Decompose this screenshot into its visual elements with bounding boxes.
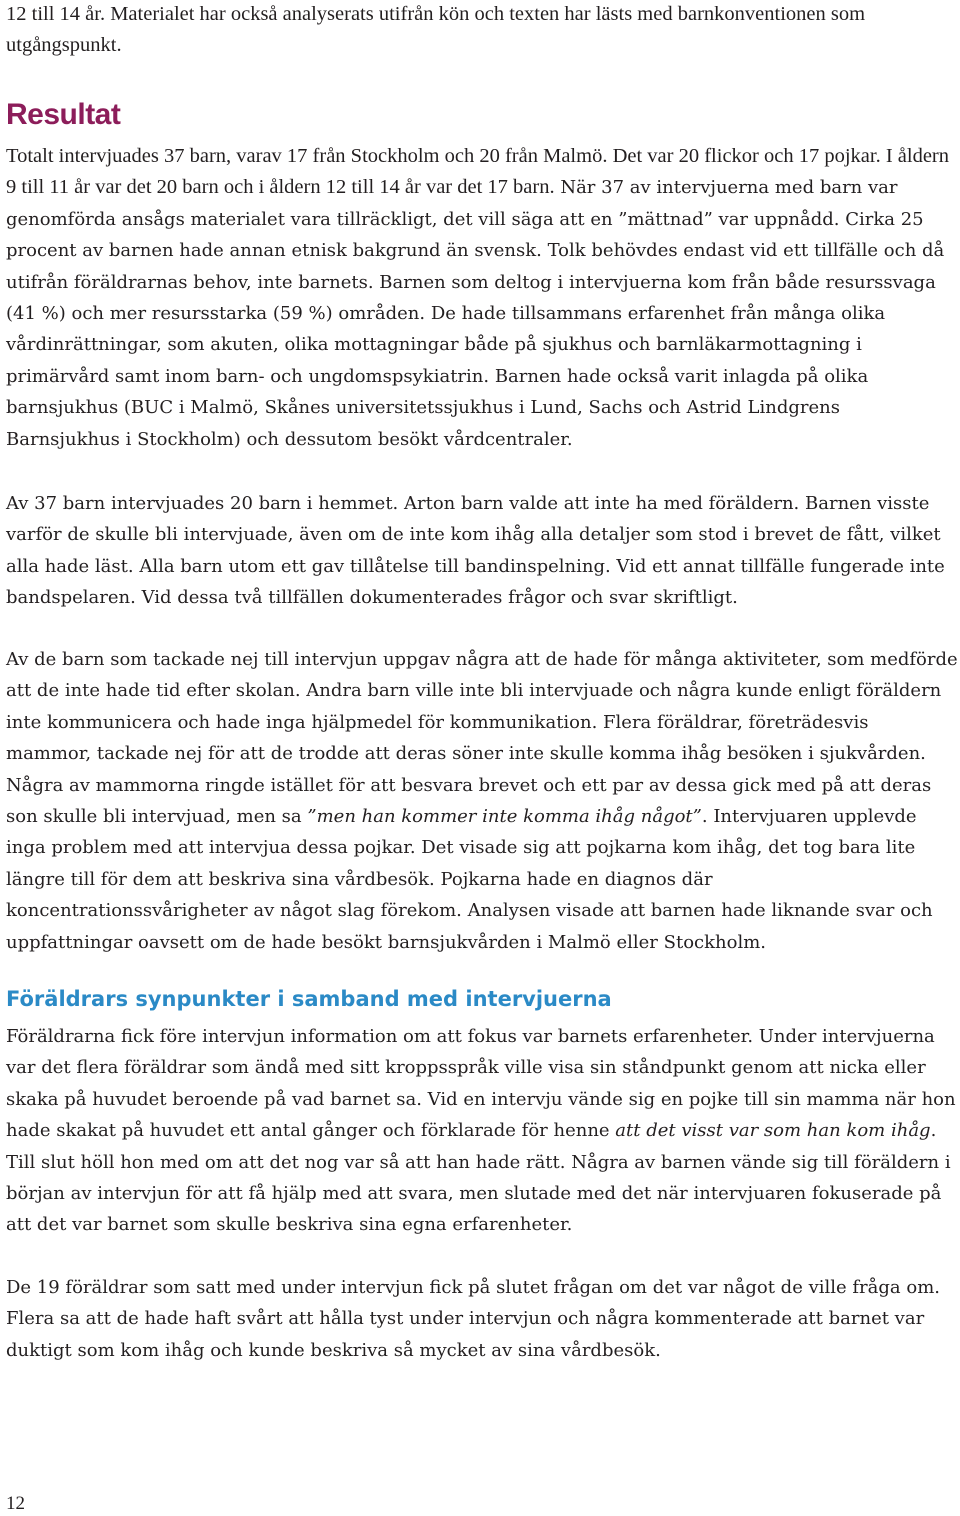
results-paragraph-2: Av 37 barn intervjuades 20 barn i hemmet. Arton barn valde att inte ha med föräldern. Barnen visste varför de skulle bli intervjuade, även om de inte kom ihåg alla detaljer som stod i brevet de fått, vilket alla hade läst. Alla barn utom ett gav tillåtelse till bandinspelning. Vid ett annat tillfälle fungerade inte bandspelaren. Vid dessa två tillfällen dokumenterades frågor och svar skriftligt. xyxy=(6,493,945,609)
results-paragraph-3-quote: ”men han kommer inte komma ihåg något” xyxy=(307,806,702,828)
results-paragraph-3 xyxy=(6,644,958,958)
intro-paragraph: 12 till 14 år. Materialet har också analyserats utifrån kön och texten har lästs med barnkonventionen som utgångspunkt. xyxy=(6,3,866,57)
parents-paragraph-1-quote: att det visst var som han kom ihåg xyxy=(615,1120,931,1142)
section-heading-results: Resultat xyxy=(6,98,121,131)
parents-paragraph-2: De 19 föräldrar som satt med under intervjun fick på slutet frågan om det var något de ville fråga om. Flera sa att de hade haft svårt att hålla tyst under intervjun och några kommenterade att barnet var duktigt som kom ihåg och kunde beskriva så mycket av sina vårdbesök. xyxy=(6,1277,940,1361)
page-number: 12 xyxy=(6,1493,25,1514)
results-paragraph-1-part-a: Totalt intervjuades 37 barn, varav 17 från Stockholm och 20 från Malmö. Det var 20 flickor och 17 pojkar. I åldern 9 till 11 år var det 20 barn och i åldern 12 till 14 år var det 17 barn. xyxy=(6,145,949,199)
results-paragraph-1-part-b: När 37 av intervjuerna med barn var genomförda ansågs materialet vara tillräckligt, det vill säga att en ”mättnad” var uppnådd. Cirka 25 procent av barnen hade annan etnisk bakgrund än svensk. Tolk behövdes endast vid ett tillfälle och då utifrån föräldrarnas behov, inte barnets. Barnen som deltog i intervjuerna kom från både resurssvaga (41 %) och mer resursstarka (59 %) områden. De hade tillsammans erfarenhet från många olika vårdinrättningar, som akuten, olika mottagningar både på sjukhus och barnläkarmottagning i primärvård samt inom barn- och ungdomspsykiatrin. Barnen hade också varit inlagda på olika barnsjukhus (BUC i Malmö, Skånes universitetssjukhus i Lund, Sachs och Astrid Lindgrens Barnsjukhus i Stockholm) och dessutom besökt vårdcentraler. xyxy=(6,177,945,450)
results-paragraph-1 xyxy=(6,141,958,455)
results-paragraph-3-part-a: Av de barn som tackade nej till intervjun uppgav några att de hade för många aktiviteter, som medförde att de inte hade tid efter skolan. Andra barn ville inte bli intervjuade och några kunde enligt föräldern inte kommunicera och hade inga hjälpmedel för kommunikation. Flera föräldrar, företrädesvis mammor, tackade nej för att de trodde att deras söner inte skulle komma ihåg besöken i sjukvården. Några av mammorna ringde istället för att besvara brevet och ett par av dessa gick med på att deras son skulle bli intervjuad, men sa xyxy=(6,649,958,828)
section-heading-parents: Föräldrars synpunkter i samband med intervjuerna xyxy=(6,987,612,1011)
parents-paragraph-1-part-b: . Till slut höll hon med om att det nog var så att han hade rätt. Några av barnen vände sig till föräldern i början av intervjun för att få hjälp med att svara, men slutade med det när intervjuaren fokuserade på att det var barnet som skulle beskriva sina egna erfarenheter. xyxy=(6,1120,951,1236)
parents-paragraph-1-part-a: Föräldrarna fick före intervjun information om att fokus var barnets erfarenheter. Under intervjuerna var det flera föräldrar som ändå med sitt kroppsspråk ville visa sin ståndpunkt genom att nicka eller skaka på huvudet beroende på vad barnet sa. Vid en intervju vände sig en pojke till sin mamma när hon hade skakat på huvudet ett antal gånger och förklarade för henne xyxy=(6,1026,956,1142)
parents-paragraph-1 xyxy=(6,1021,958,1241)
results-paragraph-3-part-b: . Intervjuaren upplevde inga problem med att intervjua dessa pojkar. Det visade sig att pojkarna kom ihåg, det tog bara lite längre till för dem att beskriva sina vårdbesök. Pojkarna hade en diagnos där koncentrationssvårigheter av något slag förekom. Analysen visade att barnen hade liknande svar och uppfattningar oavsett om de hade besökt barnsjukvården i Malmö eller Stockholm. xyxy=(6,806,933,953)
